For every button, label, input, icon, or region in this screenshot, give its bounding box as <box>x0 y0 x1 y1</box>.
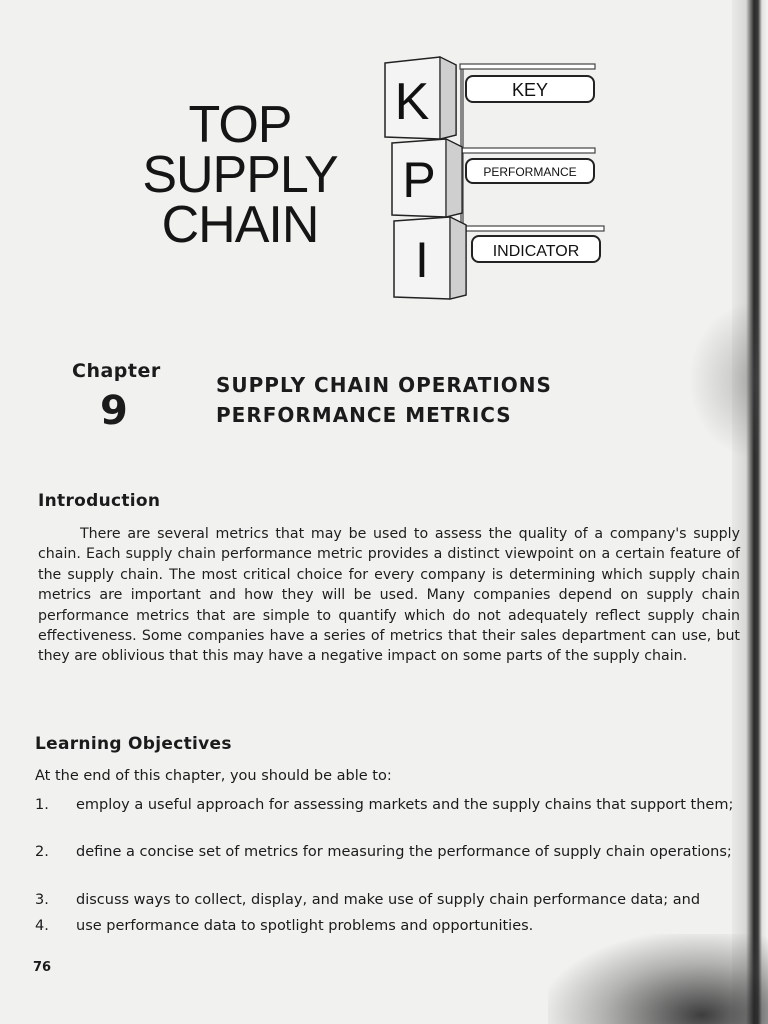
hero-title <box>120 96 360 254</box>
objective-text: employ a useful approach for assessing markets and the supply chains that support them; <box>76 797 734 813</box>
kpi-cube-p <box>392 139 462 217</box>
thumb-shadow <box>548 934 768 1024</box>
kpi-key-sign <box>466 76 594 102</box>
kpi-sign-label: KEY <box>511 80 549 100</box>
kpi-cube-letter: K <box>394 73 430 131</box>
kpi-cube-i <box>394 217 466 299</box>
objective-text: discuss ways to collect, display, and make use of supply chain performance data; and <box>76 892 701 908</box>
kpi-indicator-sign <box>472 236 600 262</box>
learning-objectives-heading: Learning Objectives <box>35 734 232 754</box>
objective-item <box>35 891 745 911</box>
kpi-cube-letter: P <box>402 152 436 208</box>
chapter-label: Chapter <box>72 360 161 382</box>
objectives-lead: At the end of this chapter, you should be able to: <box>35 768 392 784</box>
kpi-cube-k <box>385 57 456 139</box>
chapter-title <box>216 370 552 430</box>
kpi-sign-label: PERFORMANCE <box>483 165 577 179</box>
page-shadow <box>688 300 758 460</box>
objective-number: 3. <box>35 892 49 908</box>
objective-text: use performance data to spotlight problems and opportunities. <box>76 918 534 934</box>
chapter-title-line: SUPPLY CHAIN OPERATIONS <box>216 373 552 397</box>
objective-item <box>35 917 745 937</box>
chapter-title-line: PERFORMANCE METRICS <box>216 403 512 427</box>
page-number: 76 <box>33 960 52 975</box>
objective-text: define a concise set of metrics for measuring the performance of supply chain operations; <box>76 844 732 860</box>
hero-title-line: SUPPLY <box>142 146 338 204</box>
objective-item <box>35 796 745 836</box>
objective-number: 1. <box>35 797 49 813</box>
objective-number: 2. <box>35 844 49 860</box>
objective-item <box>35 843 745 883</box>
kpi-performance-sign <box>466 159 594 183</box>
introduction-heading: Introduction <box>38 491 161 511</box>
objective-number: 4. <box>35 918 49 934</box>
chapter-number: 9 <box>100 388 128 434</box>
introduction-paragraph: There are several metrics that may be used to assess the quality of a company's supply chain. Each supply chain performance metric provides a distinct viewpoint on a certain feature of the supply chain. The most critical choice for every company is determining which supply chain metrics are important and how they will be used. Many companies depend on supply chain performance metrics that are simple to quantify which do not adequately reflect supply chain effectiveness. Some companies have a series of metrics that their sales department can use, but they are oblivious that this may have a negative impact on some parts of the supply chain. <box>38 526 740 665</box>
kpi-cube-letter: I <box>415 232 429 288</box>
hero-title-line: TOP <box>188 96 292 154</box>
kpi-sign-label: INDICATOR <box>492 243 580 260</box>
kpi-illustration <box>380 55 610 305</box>
hero-title-line: CHAIN <box>161 196 319 254</box>
